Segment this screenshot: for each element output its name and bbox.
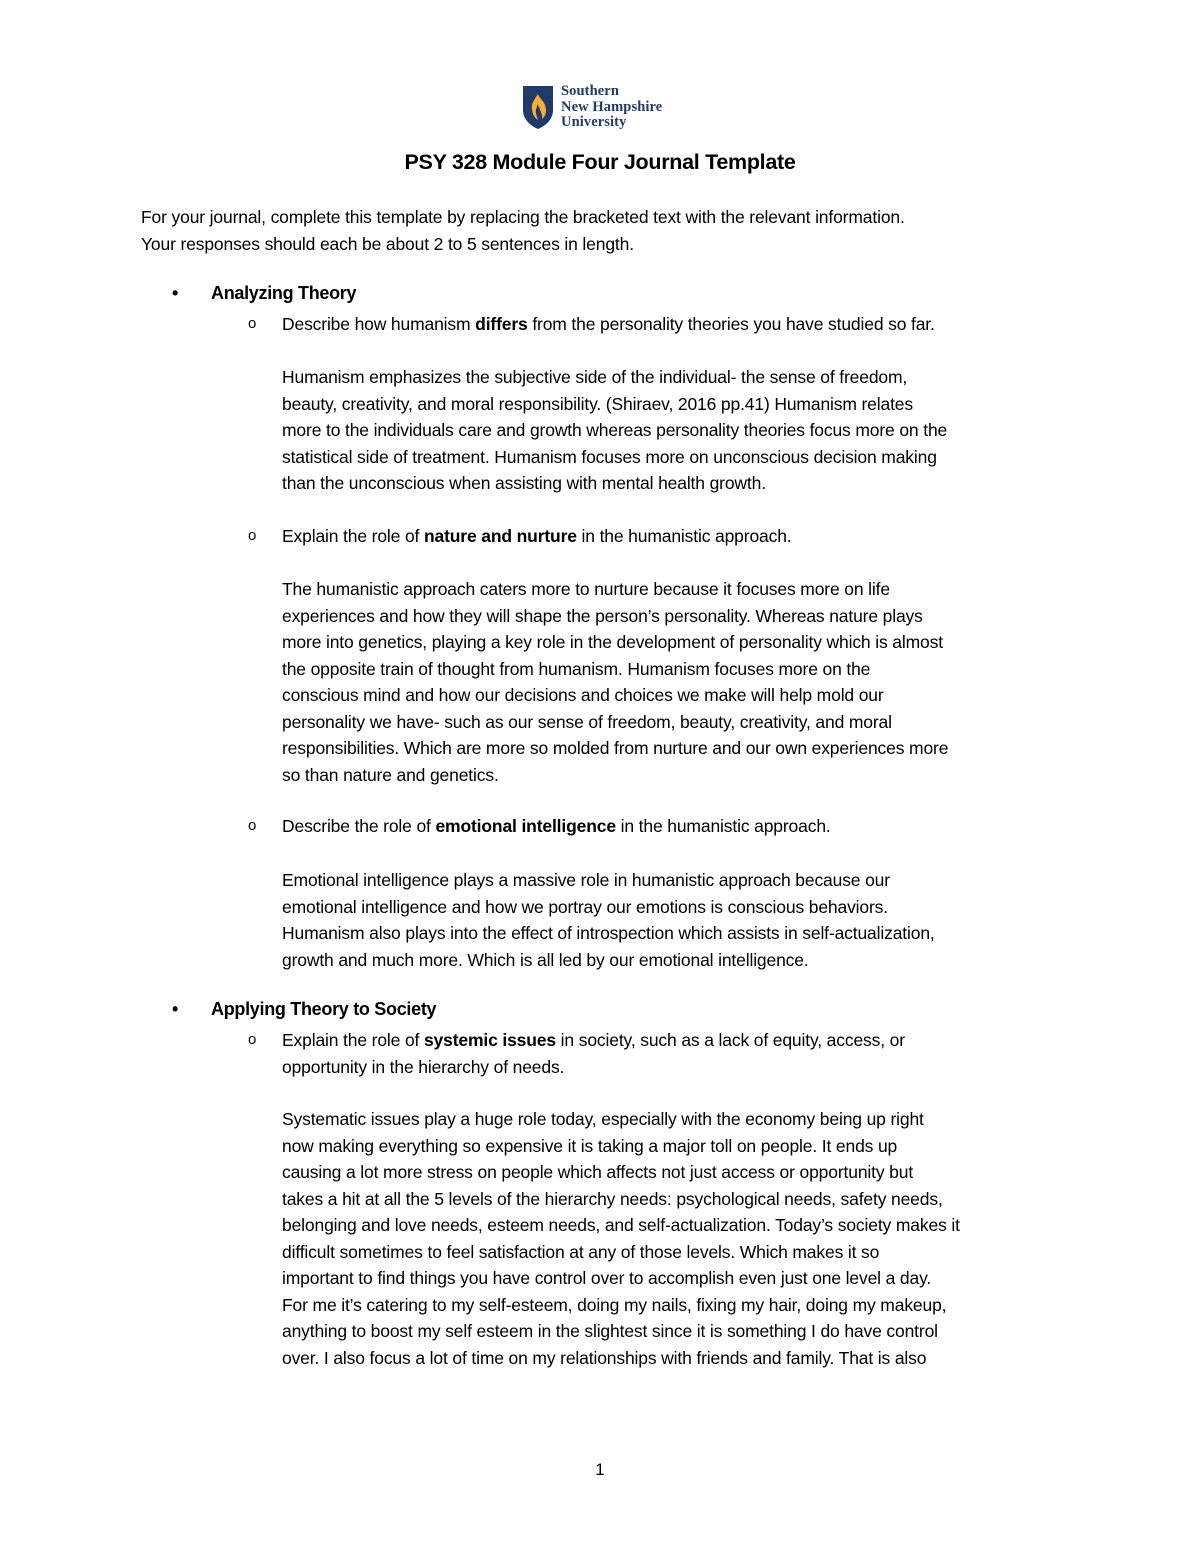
answer-line: belonging and love needs, esteem needs, and self-actualization. Today’s society makes it [282, 1215, 960, 1235]
prompt-emphasis: differs [475, 314, 528, 334]
answer-paragraph [282, 867, 1082, 973]
answer-paragraph [282, 364, 1082, 497]
prompt-text: from the personality theories you have studied so far. [527, 314, 935, 334]
answer-line: difficult sometimes to feel satisfaction at any of those levels. Which makes it so [282, 1241, 880, 1262]
prompt-text: Describe the role of [282, 816, 436, 836]
sub-bullet: o [248, 527, 257, 544]
page-number: 1 [595, 1460, 605, 1479]
section-heading-analyzing-theory: Analyzing Theory [211, 283, 357, 303]
question-prompt [282, 1027, 1072, 1080]
question-prompt [282, 523, 1072, 550]
answer-line: so than nature and genetics. [282, 764, 499, 785]
answer-line: Humanism emphasizes the subjective side of the individual- the sense of freedom, [282, 367, 908, 387]
answer-paragraph [282, 576, 1082, 788]
answer-line: Humanism also plays into the effect of introspection which assists in self-actualization, [282, 923, 935, 943]
prompt-emphasis: nature and nurture [423, 526, 577, 546]
answer-line: more into genetics, playing a key role in the development of personality which is almost [282, 632, 943, 652]
answer-line: statistical side of treatment. Humanism focuses more on unconscious decision making [282, 446, 937, 467]
answer-paragraph [282, 1106, 1082, 1371]
logo-line-1: Southern [561, 83, 620, 99]
prompt-text: in the humanistic approach. [615, 816, 831, 836]
section-bullet: • [172, 283, 179, 303]
prompt-emphasis: emotional intelligence [435, 816, 616, 836]
university-logo [521, 84, 662, 131]
answer-line: over. I also focus a lot of time on my relationships with friends and family. That is also [282, 1347, 927, 1368]
answer-line: anything to boost my self esteem in the slightest since it is something I do have control [282, 1321, 938, 1341]
intro-line: Your responses should each be about 2 to 5 sentences in length. [141, 233, 634, 254]
prompt-text: in society, such as a lack of equity, access, or [555, 1030, 905, 1050]
answer-line: takes a hit at all the 5 levels of the hierarchy needs: psychological needs, safety needs, [282, 1188, 943, 1209]
answer-line: causing a lot more stress on people which affects not just access or opportunity but [282, 1162, 914, 1182]
question-prompt [282, 813, 1072, 840]
answer-line: experiences and how they will shape the person’s personality. Whereas nature plays [282, 605, 923, 626]
answer-line: responsibilities. Which are more so molded from nurture and our own experiences more [282, 738, 949, 758]
logo-wordmark [561, 84, 662, 131]
answer-line: beauty, creativity, and moral responsibility. (Shiraev, 2016 pp.41) Humanism relates [282, 393, 913, 414]
prompt-text: Describe how humanism [282, 314, 476, 334]
answer-line: emotional intelligence and how we portray our emotions is conscious behaviors. [282, 896, 888, 917]
answer-line: than the unconscious when assisting with mental health growth. [282, 473, 766, 493]
prompt-text: opportunity in the hierarchy of needs. [282, 1056, 565, 1077]
prompt-text: Explain the role of [282, 1030, 424, 1050]
answer-line: The humanistic approach caters more to nurture because it focuses more on life [282, 579, 890, 599]
answer-line: For me it’s catering to my self-esteem, doing my nails, fixing my hair, doing my makeup, [282, 1294, 947, 1315]
section-bullet: • [172, 999, 179, 1019]
logo-line-2: New Hampshire [561, 98, 663, 115]
answer-line: Systematic issues play a huge role today, especially with the economy being up right [282, 1109, 924, 1129]
prompt-text: Explain the role of [282, 526, 424, 546]
answer-line: the opposite train of thought from humanism. Humanism focuses more on the [282, 658, 871, 679]
answer-line: now making everything so expensive it is taking a major toll on people. It ends up [282, 1135, 898, 1156]
answer-line: conscious mind and how our decisions and choices we make will help mold our [282, 685, 884, 705]
sub-bullet: o [248, 817, 257, 834]
document-title: PSY 328 Module Four Journal Template [404, 150, 796, 174]
sub-bullet: o [248, 1031, 257, 1048]
shield-flame-icon [521, 84, 555, 130]
answer-line: personality we have- such as our sense of freedom, beauty, creativity, and moral [282, 711, 892, 732]
question-prompt [282, 311, 1072, 338]
answer-line: important to find things you have control over to accomplish even just one level a day. [282, 1268, 932, 1288]
section-heading-applying-theory: Applying Theory to Society [211, 999, 437, 1019]
intro-line: For your journal, complete this template by replacing the bracketed text with the relevant information. [141, 207, 905, 227]
prompt-text: in the humanistic approach. [576, 526, 792, 546]
answer-line: more to the individuals care and growth whereas personality theories focus more on the [282, 420, 948, 440]
answer-line: growth and much more. Which is all led by our emotional intelligence. [282, 949, 809, 970]
intro-paragraph [141, 204, 1081, 257]
answer-line: Emotional intelligence plays a massive role in humanistic approach because our [282, 870, 890, 890]
logo-line-3: University [561, 114, 627, 130]
prompt-emphasis: systemic issues [423, 1030, 556, 1050]
sub-bullet: o [248, 315, 257, 332]
